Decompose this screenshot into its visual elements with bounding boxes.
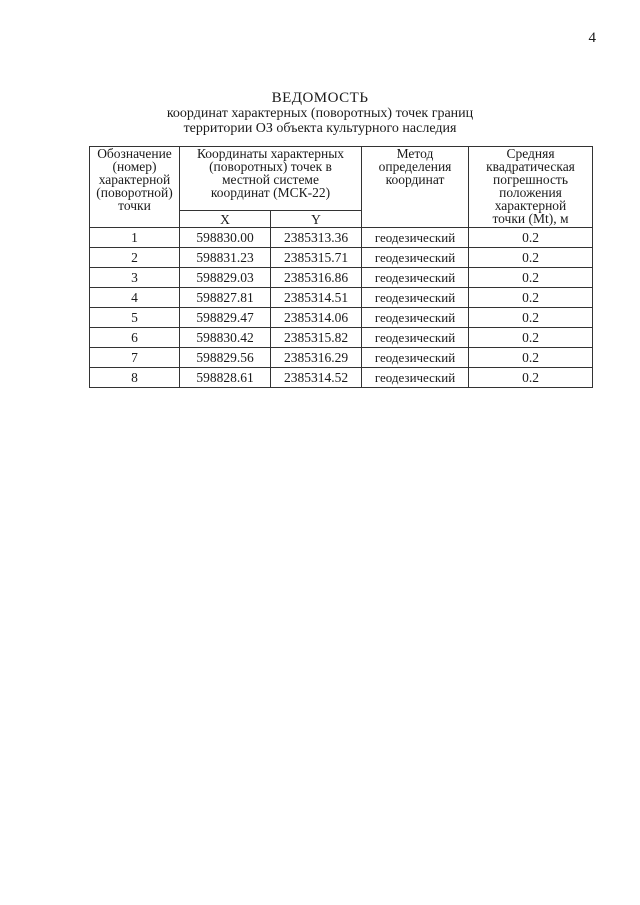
table-body [90,228,593,388]
cell-point-number: 1 [90,228,180,248]
header-coordinates-line: местной системе [222,172,319,187]
cell-method: геодезический [362,348,469,368]
cell-x: 598829.56 [180,348,271,368]
header-designation-line: (поворотной) [96,185,173,200]
cell-point-number: 8 [90,368,180,388]
document-subtitle-line-2: территории ОЗ объекта культурного наследия [183,121,457,136]
header-error-line: характерной [494,198,567,213]
cell-method: геодезический [362,328,469,348]
cell-y: 2385314.52 [271,368,362,388]
header-coordinates-line: (поворотных) точек в [209,159,332,174]
cell-method: геодезический [362,268,469,288]
header-error-line: положения [499,185,562,200]
coordinates-table [89,146,593,388]
header-x: X [180,211,271,228]
cell-x: 598827.81 [180,288,271,308]
cell-method: геодезический [362,288,469,308]
cell-x: 598829.47 [180,308,271,328]
header-error-line: погрешность [492,172,568,187]
table-row [90,268,593,288]
table-row [90,248,593,268]
cell-error: 0.2 [469,368,593,388]
header-designation-line: (номер) [112,159,157,174]
header-error-line: Средняя [506,146,555,161]
header-error-line: квадратическая [486,159,575,174]
table-header [90,147,593,228]
header-designation [90,147,180,228]
header-coordinates [180,147,362,211]
table-row [90,288,593,308]
page-number: 4 [588,30,596,46]
table-row [90,228,593,248]
cell-point-number: 6 [90,328,180,348]
header-error [469,147,593,228]
header-method-line: координат [385,172,445,187]
header-method-line: Метод [396,146,434,161]
cell-x: 598830.00 [180,228,271,248]
table-row [90,328,593,348]
header-coordinates-line: координат (МСК-22) [210,185,331,200]
document-subtitle-line-1: координат характерных (поворотных) точек границ [166,106,474,121]
header-method [362,147,469,228]
cell-x: 598829.03 [180,268,271,288]
header-error-line: точки (Mt), м [492,211,569,226]
cell-method: геодезический [362,228,469,248]
cell-error: 0.2 [469,308,593,328]
header-method-line: определения [378,159,452,174]
cell-error: 0.2 [469,328,593,348]
cell-y: 2385313.36 [271,228,362,248]
table-row [90,308,593,328]
cell-y: 2385315.82 [271,328,362,348]
cell-x: 598830.42 [180,328,271,348]
cell-x: 598831.23 [180,248,271,268]
cell-error: 0.2 [469,348,593,368]
cell-error: 0.2 [469,288,593,308]
header-coordinates-line: Координаты характерных [196,146,345,161]
document-title: ВЕДОМОСТЬ [271,90,369,106]
cell-y: 2385314.51 [271,288,362,308]
cell-point-number: 5 [90,308,180,328]
header-designation-line: точки [118,198,151,213]
header-designation-line: Обозначение [97,146,172,161]
cell-point-number: 4 [90,288,180,308]
document-title-block [0,90,640,136]
cell-y: 2385314.06 [271,308,362,328]
cell-error: 0.2 [469,248,593,268]
cell-error: 0.2 [469,228,593,248]
cell-y: 2385315.71 [271,248,362,268]
cell-point-number: 7 [90,348,180,368]
cell-method: геодезический [362,248,469,268]
cell-point-number: 3 [90,268,180,288]
cell-y: 2385316.29 [271,348,362,368]
cell-error: 0.2 [469,268,593,288]
table-row [90,368,593,388]
table-row [90,348,593,368]
cell-y: 2385316.86 [271,268,362,288]
cell-point-number: 2 [90,248,180,268]
header-designation-line: характерной [98,172,171,187]
cell-method: геодезический [362,308,469,328]
cell-method: геодезический [362,368,469,388]
cell-x: 598828.61 [180,368,271,388]
header-y: Y [271,211,362,228]
